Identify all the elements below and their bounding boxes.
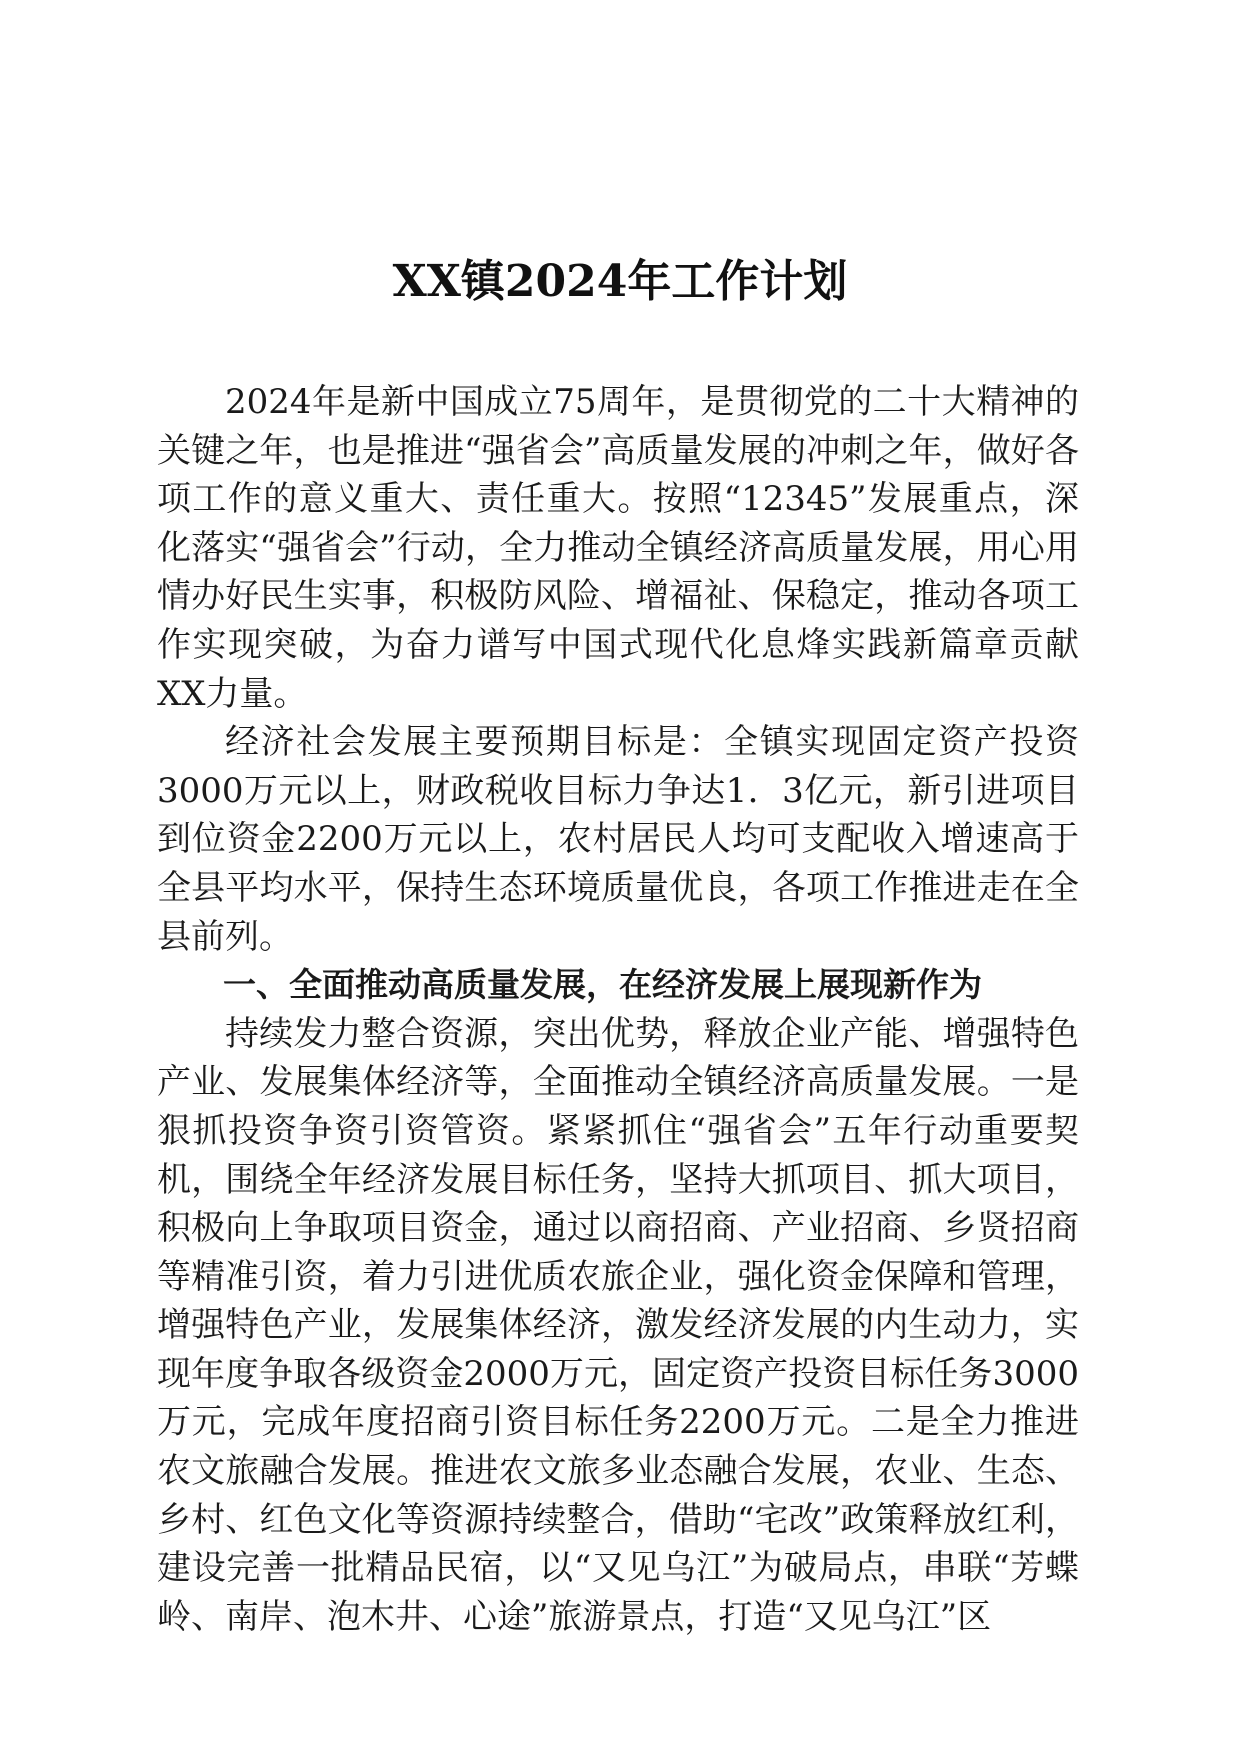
document-body: [157, 378, 1079, 1641]
document-title: XX镇2024年工作计划: [392, 256, 848, 307]
targets-paragraph: 经济社会发展主要预期目标是：全镇实现固定资产投资3000万元以上，财政税收目标力争达1．3亿元，新引进项目到位资金2200万元以上，农村居民人均可支配收入增速高于全县平均水平，保持生态环境质量优良，各项工作推进走在全县前列。: [157, 722, 1079, 957]
intro-paragraph: 2024年是新中国成立75周年，是贯彻党的二十大精神的关键之年，也是推进“强省会”高质量发展的冲刺之年，做好各项工作的意义重大、责任重大。按照“12345”发展重点，深化落实“强省会”行动，全力推动全镇经济高质量发展，用心用情办好民生实事，积极防风险、增福祉、保稳定，推动各项工作实现突破，为奋力谱写中国式现代化息烽实践新篇章贡献XX力量。: [157, 382, 1079, 714]
section-1-paragraph: 持续发力整合资源，突出优势，释放企业产能、增强特色产业、发展集体经济等，全面推动全镇经济高质量发展。一是狠抓投资争资引资管资。紧紧抓住“强省会”五年行动重要契机，围绕全年经济发展目标任务，坚持大抓项目、抓大项目，积极向上争取项目资金，通过以商招商、产业招商、乡贤招商等精准引资，着力引进优质农旅企业，强化资金保障和管理，增强特色产业，发展集体经济，激发经济发展的内生动力，实现年度争取各级资金2000万元，固定资产投资目标任务3000万元，完成年度招商引资目标任务2200万元。二是全力推进农文旅融合发展。推进农文旅多业态融合发展，农业、生态、乡村、红色文化等资源持续整合，借助“宅改”政策释放红利，建设完善一批精品民宿，以“又见乌江”为破局点，串联“芳蝶岭、南岸、泡木井、心途”旅游景点，打造“又见乌江”区: [157, 1013, 1079, 1637]
section-heading-1: 一、全面推动高质量发展，在经济发展上展现新作为: [223, 965, 982, 1005]
